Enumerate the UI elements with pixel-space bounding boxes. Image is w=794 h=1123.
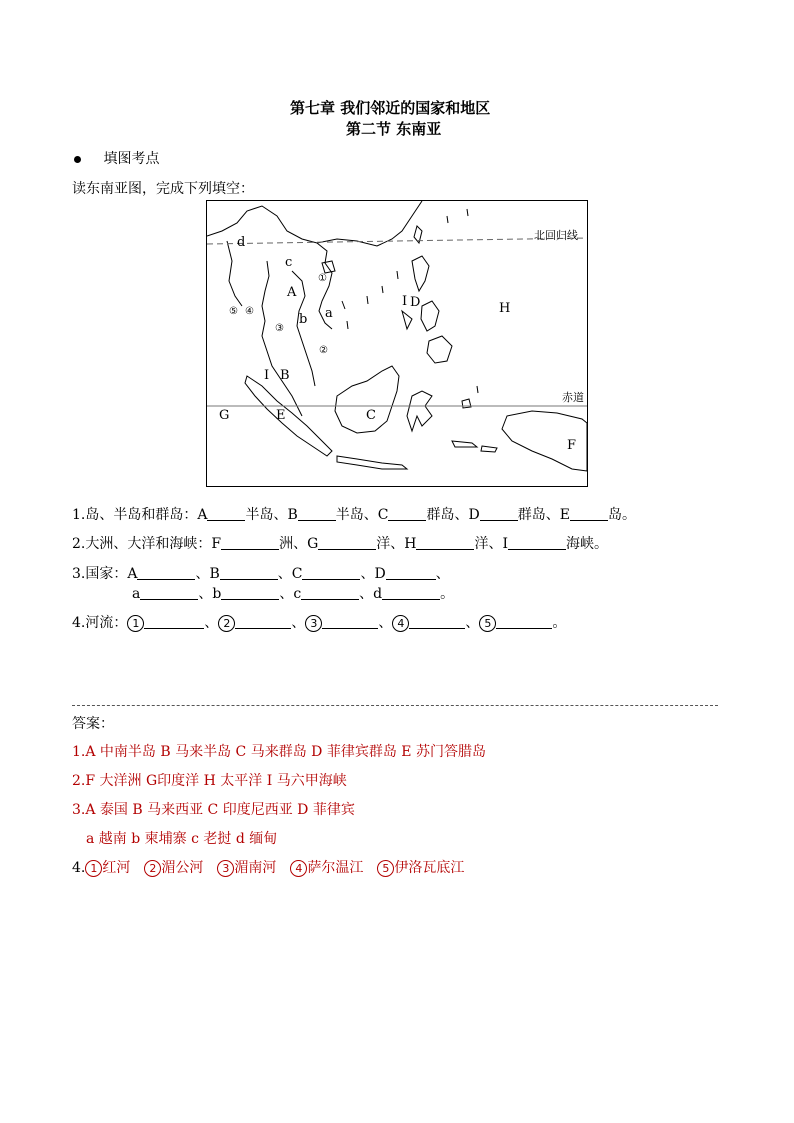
map-label-river-2: ② [319, 345, 328, 356]
q3-blank-b[interactable] [221, 585, 279, 600]
map-label-river-5: ⑤ [229, 306, 238, 317]
q3-blank-a[interactable] [140, 585, 198, 600]
q3-blank-D[interactable] [386, 565, 436, 580]
bullet-icon [74, 156, 81, 163]
answer-3: 3.A 泰国 B 马来西亚 C 印度尼西亚 D 菲律宾 [72, 802, 355, 818]
instruction: 读东南亚图，完成下列填空： [72, 181, 254, 197]
map-label-c: c [285, 255, 293, 270]
q3-sep-3: 、D [360, 566, 386, 582]
question-2 [72, 533, 608, 553]
q3-blank-B[interactable] [220, 565, 278, 580]
answer-3-line-2: a 越南 b 柬埔寨 c 老挝 d 缅甸 [86, 831, 278, 847]
answer-circled-5: 5 [377, 860, 394, 877]
map-label-I-2: I [402, 294, 408, 309]
answer-circled-1: 1 [85, 860, 102, 877]
q4-sep-1: 、 [204, 615, 219, 631]
bullet-heading [74, 148, 159, 168]
java [337, 456, 407, 469]
map-label-b: b [299, 312, 308, 327]
southeast-asia-map [206, 200, 588, 487]
map-label-B: B [280, 368, 290, 383]
q3-text: 3.国家：A [72, 566, 138, 582]
map-label-F: F [567, 438, 577, 453]
section-title: 第二节 东南亚 [346, 120, 442, 138]
q2-blank-I[interactable] [508, 535, 566, 550]
answer-4-river-5: 伊洛瓦底江 [394, 860, 465, 876]
map-label-D: D [410, 295, 421, 310]
map-label-A: A [287, 285, 297, 300]
q1-blank-E[interactable] [570, 506, 608, 521]
q3-blank-c[interactable] [301, 585, 359, 600]
answer-4 [72, 857, 464, 877]
luzon [412, 256, 429, 291]
q2-blank-G[interactable] [318, 535, 376, 550]
sulawesi [407, 391, 432, 431]
q4-blank-4[interactable] [409, 614, 465, 629]
q1-text: 1.岛、半岛和群岛：A [72, 507, 208, 523]
q3-sep-5: 、c [279, 586, 302, 602]
q1-text-2: 半岛、B [245, 507, 298, 523]
map-label-river-1: ① [318, 273, 327, 284]
q2-text-5: 海峡。 [566, 536, 609, 552]
dashed-divider [72, 705, 718, 706]
q4-blank-1[interactable] [144, 614, 204, 629]
q3-sep-6: 、d [359, 586, 383, 602]
q1-blank-A[interactable] [207, 506, 245, 521]
question-3-line-2 [132, 583, 454, 603]
q4-blank-2[interactable] [235, 614, 291, 629]
question-4 [72, 612, 566, 632]
map-label-I: I [264, 368, 270, 383]
answer-4-river-2: 湄公河 [161, 860, 204, 876]
map-label-G: G [219, 408, 230, 423]
mindanao [427, 336, 452, 363]
q4-sep-3: 、 [378, 615, 393, 631]
answer-4-river-1: 红河 [102, 860, 131, 876]
answer-circled-4: 4 [290, 860, 307, 877]
map-label-E: E [276, 408, 286, 423]
answer-circled-3: 3 [217, 860, 234, 877]
question-3 [72, 563, 450, 583]
q2-text-2: 洲、G [279, 536, 319, 552]
q1-text-3: 半岛、C [335, 507, 389, 523]
answer-circled-2: 2 [144, 860, 161, 877]
q2-blank-H[interactable] [416, 535, 474, 550]
q1-blank-C[interactable] [388, 506, 426, 521]
q3-blank-C[interactable] [302, 565, 360, 580]
q1-text-5: 群岛、E [517, 507, 570, 523]
question-1 [72, 504, 636, 524]
answer-2: 2.F 大洋洲 G印度洋 H 太平洋 I 马六甲海峡 [72, 773, 347, 789]
map-label-a: a [325, 306, 333, 321]
circled-number-4: 4 [392, 615, 409, 632]
q1-text-6: 岛。 [607, 507, 636, 523]
chapter-title: 第七章 我们邻近的国家和地区 [290, 99, 491, 117]
q2-text-4: 洋、I [474, 536, 509, 552]
sumatra [245, 376, 332, 456]
q4-sep-2: 、 [291, 615, 306, 631]
circled-number-1: 1 [127, 615, 144, 632]
map-label-tropic: 北回归线 [534, 229, 578, 242]
circled-number-5: 5 [479, 615, 496, 632]
q4-sep-4: 、 [465, 615, 480, 631]
q3-end-2: 。 [440, 586, 455, 602]
answer-4-river-3: 湄南河 [234, 860, 277, 876]
map-label-C: C [366, 408, 376, 423]
map-label-river-4: ④ [245, 306, 254, 317]
answer-4-prefix: 4. [72, 860, 86, 876]
map-label-equator: 赤道 [562, 391, 584, 404]
q2-blank-F[interactable] [221, 535, 279, 550]
circled-number-3: 3 [305, 615, 322, 632]
answer-1: 1.A 中南半岛 B 马来半岛 C 马来群岛 D 菲律宾群岛 E 苏门答腊岛 [72, 744, 486, 760]
q3-blank-A[interactable] [137, 565, 195, 580]
q3-sep-4: 、b [198, 586, 222, 602]
map-label-river-3: ③ [275, 323, 284, 334]
q3-sep-1: 、B [195, 566, 220, 582]
map-label-d: d [237, 235, 246, 250]
q2-text-3: 洋、H [376, 536, 417, 552]
q4-text: 4.河流： [72, 615, 128, 631]
q3-end-1: 、 [435, 566, 450, 582]
q3-text-a: a [132, 586, 141, 602]
q3-blank-d[interactable] [382, 585, 440, 600]
q2-text: 2.大洲、大洋和海峡：F [72, 536, 222, 552]
q3-sep-2: 、C [277, 566, 303, 582]
bullet-label: 填图考点 [103, 151, 160, 167]
map-label-H: H [499, 301, 511, 316]
answer-4-river-4: 萨尔温江 [307, 860, 364, 876]
answer-heading: 答案： [72, 716, 114, 732]
circled-number-2: 2 [218, 615, 235, 632]
q1-blank-B[interactable] [298, 506, 336, 521]
q1-blank-D[interactable] [480, 506, 518, 521]
q4-blank-5[interactable] [496, 614, 552, 629]
q1-text-4: 群岛、D [426, 507, 480, 523]
q4-blank-3[interactable] [322, 614, 378, 629]
q4-end: 。 [552, 615, 567, 631]
